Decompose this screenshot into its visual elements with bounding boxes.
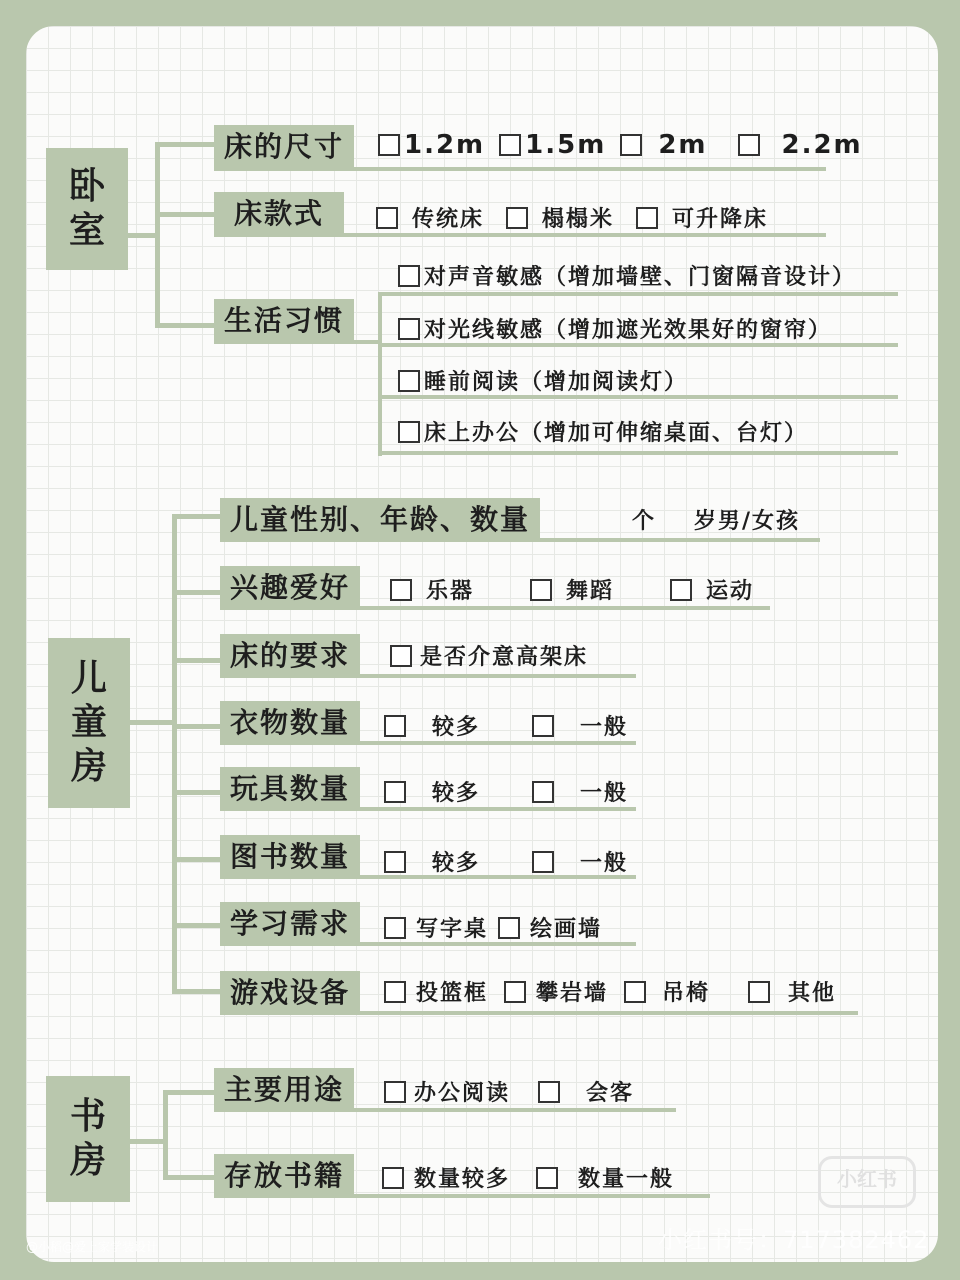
checkbox-2m[interactable]: [620, 134, 642, 156]
label-study-needs: 学习需求: [220, 902, 360, 946]
study-options: 写字桌 绘画墙: [384, 912, 624, 943]
label-bed-size: 床的尺寸: [214, 125, 354, 169]
room-kids-title: 儿 童 房: [48, 638, 130, 808]
label-children-info: 儿童性别、年龄、数量: [220, 498, 540, 542]
checkbox-toys-normal[interactable]: [532, 781, 554, 803]
checkbox-lift-bed[interactable]: [636, 207, 658, 229]
toys-options: 较多 一般: [384, 776, 650, 807]
checkbox-1-2m[interactable]: [378, 134, 400, 156]
label-books: 图书数量: [220, 835, 360, 879]
checkbox-drawing-wall[interactable]: [498, 917, 520, 939]
checkbox-books-normal[interactable]: [532, 851, 554, 873]
checkbox-clothes-normal[interactable]: [532, 715, 554, 737]
label-book-storage: 存放书籍: [214, 1154, 354, 1198]
checkbox-clothes-many[interactable]: [384, 715, 406, 737]
checkbox-climbing-wall[interactable]: [504, 981, 526, 1003]
label-bed-requirement: 床的要求: [220, 634, 360, 678]
checkbox-2-2m[interactable]: [738, 134, 760, 156]
room-bedroom-title: 卧 室: [46, 148, 128, 270]
checkbox-books-many[interactable]: [384, 851, 406, 873]
xiaohongshu-logo: 小红书: [818, 1156, 916, 1208]
main-use-options: 办公阅读 会客: [384, 1076, 656, 1107]
checkbox-toys-many[interactable]: [384, 781, 406, 803]
checkbox-bedtime-reading[interactable]: [398, 370, 420, 392]
checkbox-dance[interactable]: [530, 579, 552, 601]
label-habits: 生活习惯: [214, 299, 354, 343]
checkbox-instrument[interactable]: [390, 579, 412, 601]
checkbox-tatami[interactable]: [506, 207, 528, 229]
label-clothes: 衣物数量: [220, 701, 360, 745]
children-info-units: [632, 504, 800, 535]
books-options: 较多 一般: [384, 846, 650, 877]
book-storage-options: 数量较多 数量一般: [382, 1162, 696, 1193]
habit-sound: 对声音敏感（增加墙壁、门窗隔音设计）: [398, 260, 856, 291]
bed-style-options: 传统床 榻榻米 可升降床: [376, 202, 790, 233]
checkbox-traditional-bed[interactable]: [376, 207, 398, 229]
play-options: 投篮框 攀岩墙 吊椅 其他: [384, 976, 858, 1007]
label-bed-style: 床款式: [214, 192, 344, 236]
checkbox-books-storage-normal[interactable]: [536, 1167, 558, 1189]
watermark-footer: @小稻@爱上家学装设计: [26, 1240, 159, 1254]
bed-requirement-options: 是否介意高架床: [390, 640, 610, 671]
label-hobby: 兴趣爱好: [220, 566, 360, 610]
watermark-id: 小红书号：717382462: [658, 1226, 930, 1254]
habit-reading: 睡前阅读（增加阅读灯）: [398, 365, 688, 396]
checkbox-hanging-chair[interactable]: [624, 981, 646, 1003]
bed-size-options: 1.2m 1.5m 2m 2.2m: [378, 130, 885, 160]
checkbox-basketball-hoop[interactable]: [384, 981, 406, 1003]
checklist-card: [26, 26, 938, 1262]
checkbox-loft-bed[interactable]: [390, 645, 412, 667]
checkbox-bed-office[interactable]: [398, 421, 420, 443]
checkbox-light-sensitive[interactable]: [398, 318, 420, 340]
label-play-equipment: 游戏设备: [220, 971, 360, 1015]
habit-light: 对光线敏感（增加遮光效果好的窗帘）: [398, 313, 832, 344]
label-toys: 玩具数量: [220, 767, 360, 811]
clothes-options: 较多 一般: [384, 710, 650, 741]
label-main-use: 主要用途: [214, 1068, 354, 1112]
checkbox-desk[interactable]: [384, 917, 406, 939]
checkbox-books-storage-many[interactable]: [382, 1167, 404, 1189]
checkbox-other[interactable]: [748, 981, 770, 1003]
unit-count: 个: [632, 509, 655, 534]
room-study-title: 书 房: [46, 1076, 130, 1202]
checkbox-sound-sensitive[interactable]: [398, 265, 420, 287]
habit-office: 床上办公（增加可伸缩桌面、台灯）: [398, 416, 808, 447]
checkbox-reception[interactable]: [538, 1081, 560, 1103]
unit-age-gender: 岁男/女孩: [694, 509, 801, 534]
hobby-options: 乐器 舞蹈 运动: [390, 574, 776, 605]
checkbox-1-5m[interactable]: [499, 134, 521, 156]
checkbox-office-reading[interactable]: [384, 1081, 406, 1103]
checkbox-sports[interactable]: [670, 579, 692, 601]
